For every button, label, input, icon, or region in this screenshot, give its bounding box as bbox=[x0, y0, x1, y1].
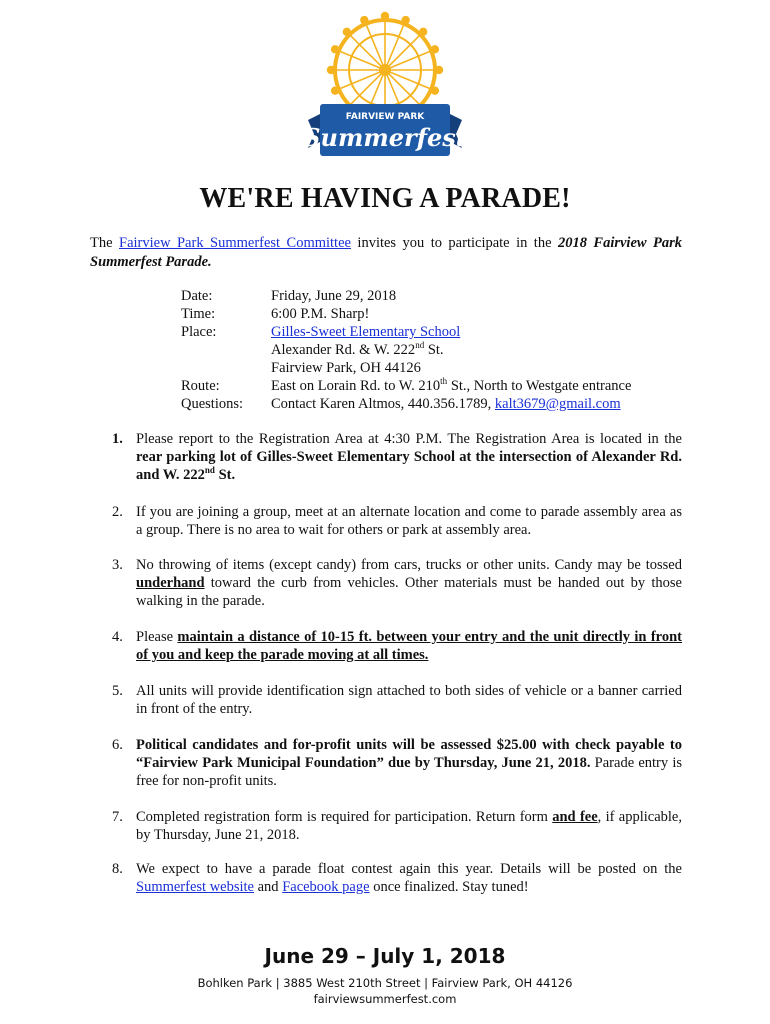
time-value: 6:00 P.M. Sharp! bbox=[271, 306, 370, 322]
place-line2-text: Alexander Rd. & W. 222 bbox=[271, 342, 416, 358]
rule-7-text: Completed registration form is required for participation. Return form bbox=[136, 809, 553, 825]
rule-7-end: , if applicable, by Thursday, June 21, 2018. bbox=[136, 809, 682, 843]
rule-number: 8. bbox=[112, 861, 123, 877]
rule-item-1 bbox=[112, 430, 682, 484]
email-link[interactable]: kalt3679@gmail.com bbox=[494, 396, 621, 412]
place-line2-end: St. bbox=[424, 342, 444, 358]
rule-text bbox=[136, 736, 682, 790]
route-value bbox=[271, 377, 631, 395]
date-label: Date: bbox=[181, 288, 213, 304]
questions-row bbox=[181, 395, 631, 413]
rule-1-bold: rear parking lot of Gilles-Sweet Elementary School at the intersection of Alexander Rd. and W. 222 bbox=[136, 449, 682, 483]
rule-item-6 bbox=[112, 736, 682, 790]
route-row bbox=[181, 377, 631, 395]
rule-4-bold-underline: maintain a distance of 10-15 ft. between your entry and the unit directly in front of you and keep the parade moving at all times. bbox=[136, 629, 683, 663]
logo-banner bbox=[303, 104, 467, 156]
place-line2-row bbox=[181, 341, 631, 359]
footer-dates: June 29 – July 1, 2018 bbox=[264, 944, 506, 968]
facebook-link[interactable]: Facebook page bbox=[282, 879, 370, 895]
intro-prefix: The bbox=[90, 235, 119, 251]
rule-3-text: No throwing of items (except candy) from cars, trucks or other units. Candy may be tossed bbox=[136, 557, 682, 573]
intro-middle: invites you to participate in the bbox=[350, 235, 558, 251]
summerfest-logo bbox=[290, 8, 480, 166]
rule-text bbox=[136, 556, 682, 610]
logo-script-text: Summerfest bbox=[303, 123, 467, 152]
committee-link[interactable]: Fairview Park Summerfest Committee bbox=[119, 235, 351, 251]
rule-item-8 bbox=[112, 860, 682, 896]
rule-8-end: once finalized. Stay tuned! bbox=[369, 879, 529, 895]
rule-6-bold: Political candidates and for-profit units will be assessed $25.00 with check payable to “Fairview Park Municipal Foundation” due by Thursday, June 21, 2018. bbox=[136, 737, 682, 771]
event-details bbox=[181, 287, 631, 413]
footer-website: fairviewsummerfest.com bbox=[313, 992, 457, 1006]
route-end: St., North to Westgate entrance bbox=[447, 378, 632, 394]
rule-6-end: Parade entry is free for non-profit units. bbox=[136, 755, 682, 789]
intro-paragraph bbox=[90, 234, 682, 272]
rule-number: 6. bbox=[112, 737, 123, 753]
place-row bbox=[181, 323, 631, 341]
route-sup: th bbox=[440, 376, 448, 387]
footer-address: Bohlken Park | 3885 West 210th Street | Fairview Park, OH 44126 bbox=[197, 976, 573, 990]
route-label: Route: bbox=[181, 378, 220, 394]
logo-top-text: FAIRVIEW PARK bbox=[345, 112, 425, 122]
rule-5-text: All units will provide identification sign attached to both sides of vehicle or a banner carried in front of the entry. bbox=[136, 683, 682, 717]
date-row bbox=[181, 287, 631, 305]
rule-4-text: Please bbox=[136, 629, 178, 645]
rule-1-sup: nd bbox=[204, 465, 215, 476]
rule-number: 3. bbox=[112, 557, 123, 573]
place-line3-row bbox=[181, 359, 631, 377]
rule-text bbox=[136, 860, 682, 896]
questions-label: Questions: bbox=[181, 396, 244, 412]
page-title: WE'RE HAVING A PARADE! bbox=[199, 183, 571, 214]
rule-number: 2. bbox=[112, 504, 123, 520]
rule-3-underline: underhand bbox=[136, 575, 205, 591]
website-link[interactable]: Summerfest website bbox=[136, 879, 254, 895]
rule-item-4 bbox=[112, 628, 682, 664]
rule-item-2 bbox=[112, 503, 682, 539]
rule-text bbox=[136, 628, 682, 664]
rule-text bbox=[136, 430, 682, 484]
school-link[interactable]: Gilles-Sweet Elementary School bbox=[271, 324, 461, 340]
rule-8-text: We expect to have a parade float contest again this year. Details will be posted on the bbox=[136, 861, 682, 877]
rule-3-end: toward the curb from vehicles. Other materials must be handed out by those walking in the parade. bbox=[136, 575, 682, 609]
rule-1-text: Please report to the Registration Area at 4:30 P.M. The Registration Area is located in the bbox=[136, 431, 682, 447]
rule-item-7 bbox=[112, 808, 682, 844]
date-value: Friday, June 29, 2018 bbox=[271, 288, 397, 304]
route-text: East on Lorain Rd. to W. 210 bbox=[271, 378, 441, 394]
place-line2-sup: nd bbox=[415, 340, 425, 351]
rule-number: 5. bbox=[112, 683, 123, 699]
rule-item-3 bbox=[112, 556, 682, 610]
questions-value bbox=[271, 395, 621, 413]
rule-number: 4. bbox=[112, 629, 123, 645]
rule-2-text: If you are joining a group, meet at an alternate location and come to parade assembly area as a group. There is no area to wait for others or park at assembly area. bbox=[136, 504, 682, 538]
rule-item-5 bbox=[112, 682, 682, 718]
rule-1-bold-end: St. bbox=[214, 467, 236, 483]
rule-number: 7. bbox=[112, 809, 123, 825]
time-row bbox=[181, 305, 631, 323]
intro-emphasis: 2018 Fairview Park Summerfest Parade. bbox=[90, 235, 683, 270]
rule-8-mid: and bbox=[254, 879, 283, 895]
time-label: Time: bbox=[181, 306, 216, 322]
rule-7-bold-underline: and fee bbox=[552, 809, 598, 825]
questions-text: Contact Karen Altmos, 440.356.1789, bbox=[271, 396, 495, 412]
rule-number: 1. bbox=[112, 431, 123, 447]
place-label: Place: bbox=[181, 324, 217, 340]
place-line3: Fairview Park, OH 44126 bbox=[271, 360, 421, 376]
place-line2 bbox=[271, 341, 444, 359]
rule-text bbox=[136, 808, 682, 844]
